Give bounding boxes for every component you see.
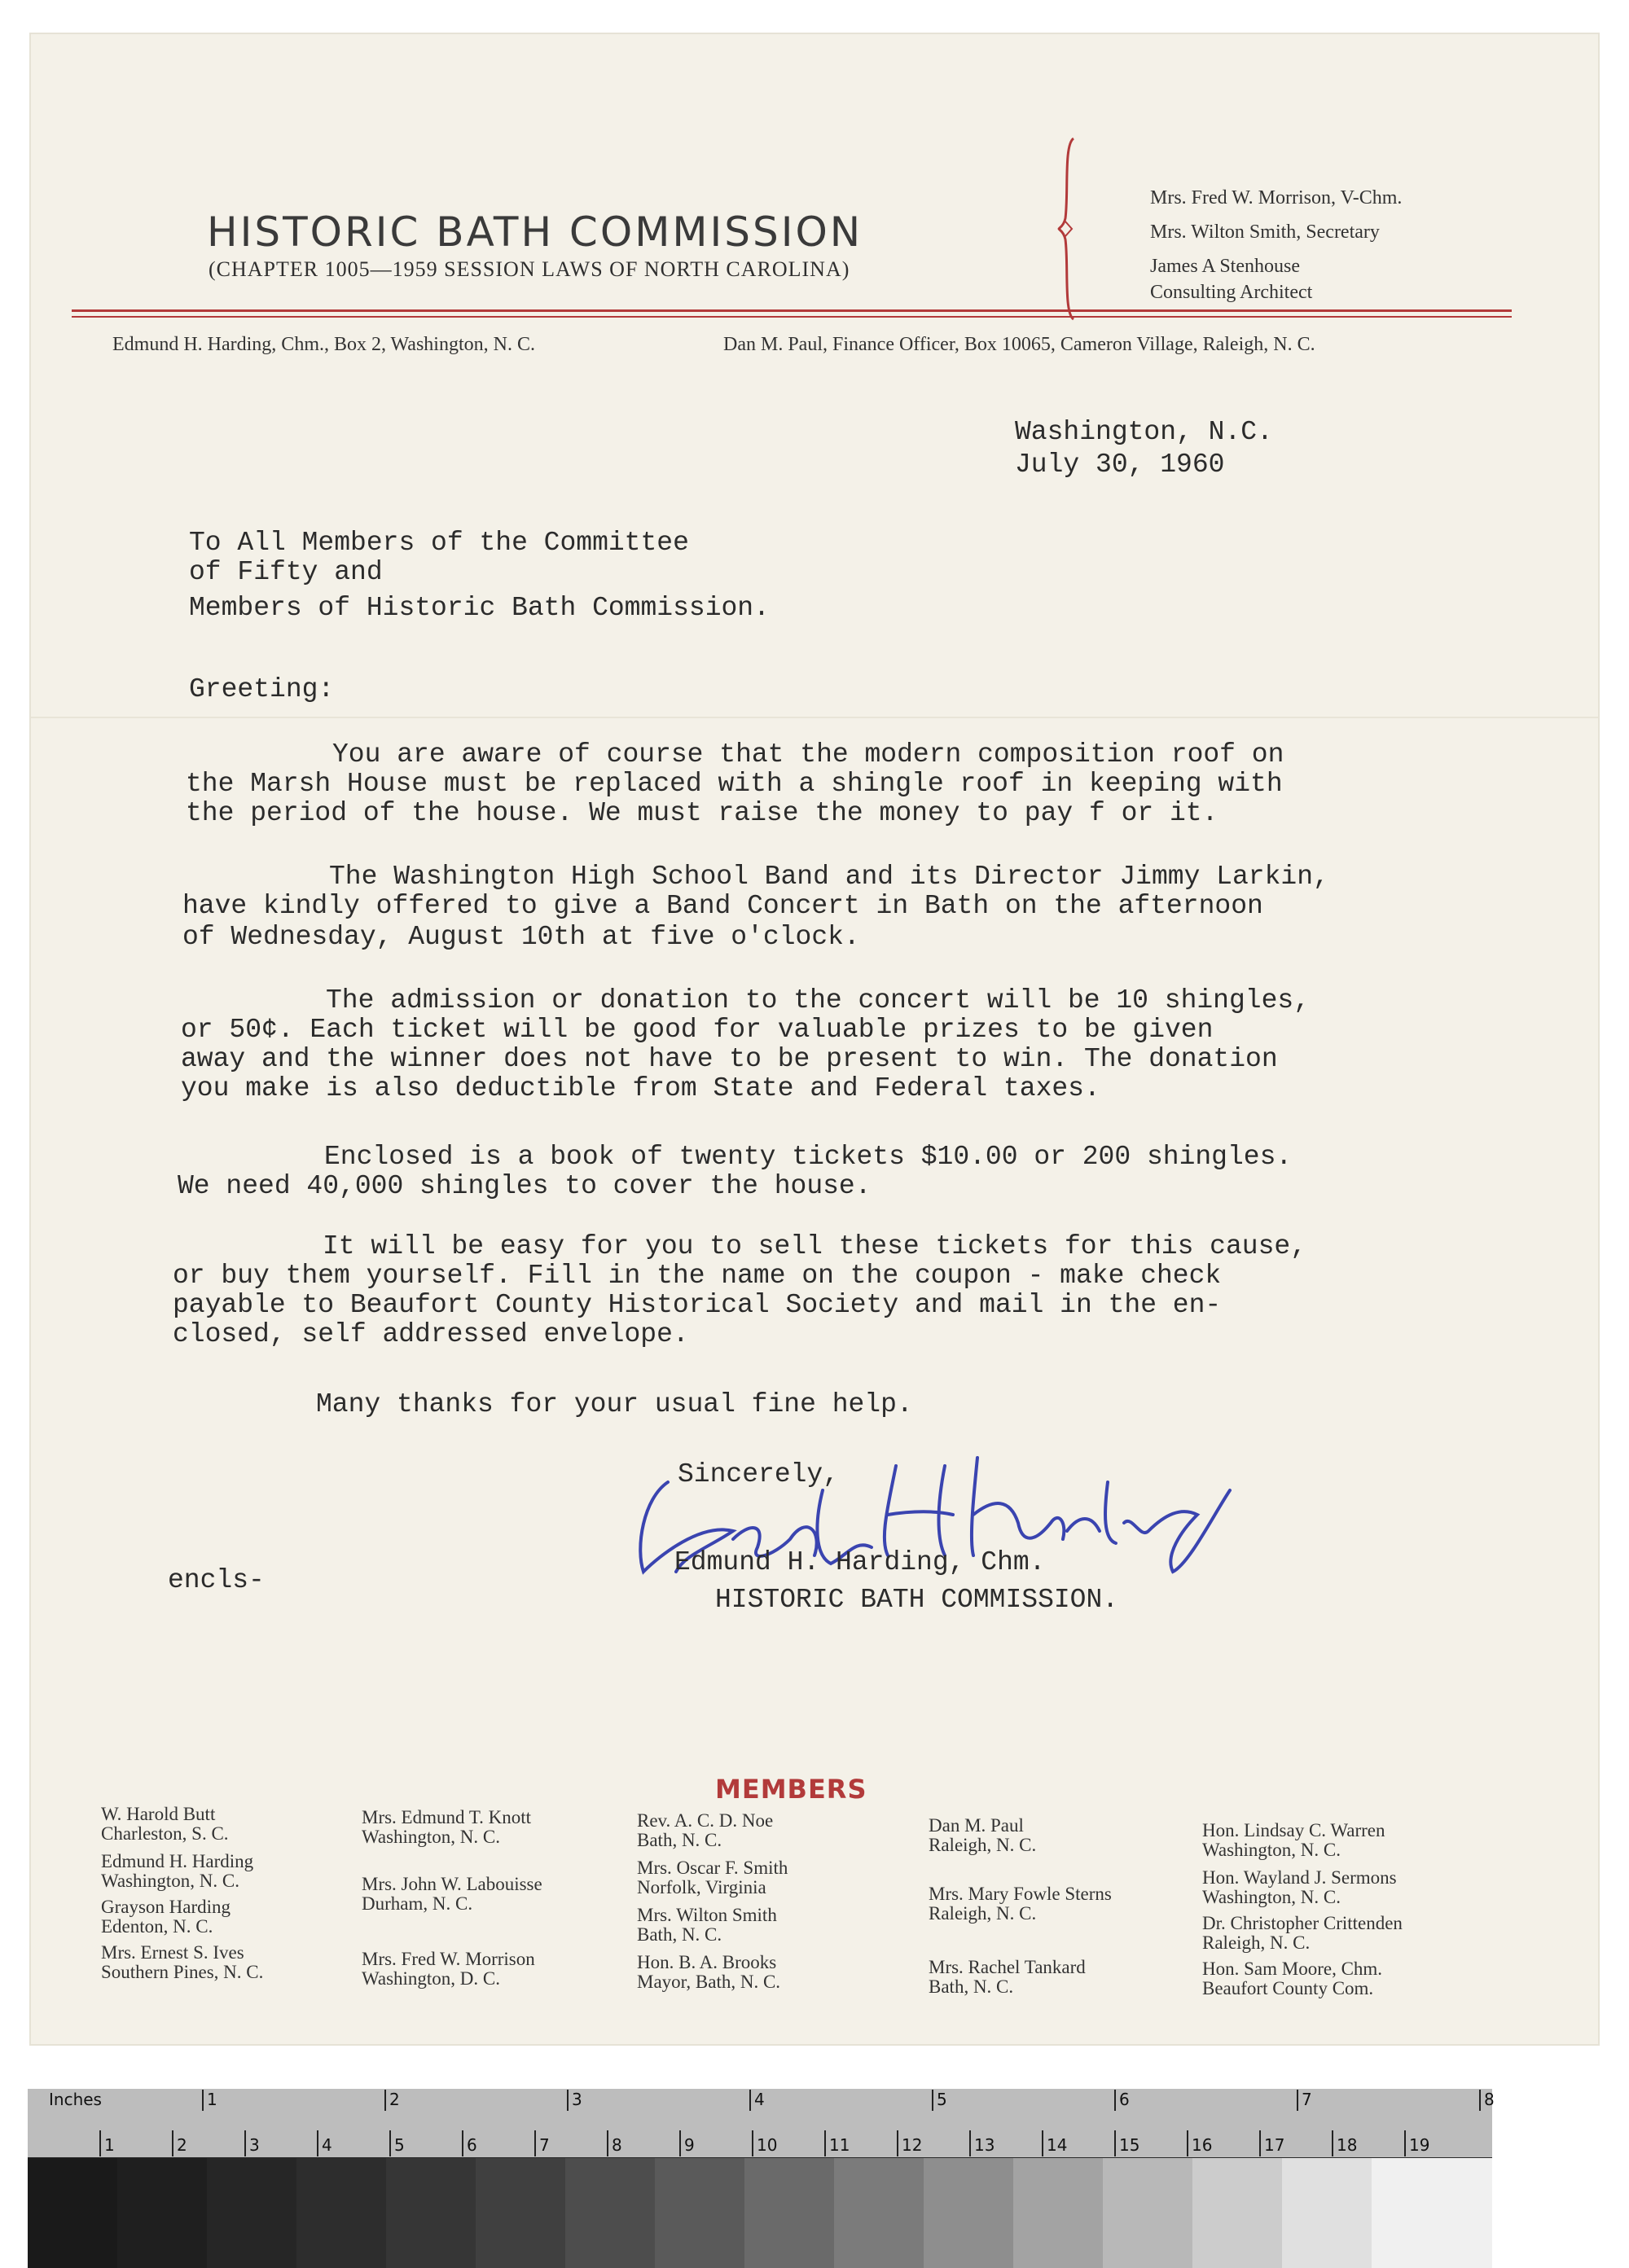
body-line: away and the winner does not have to be present to win. The donation <box>181 1044 1278 1074</box>
member-entry: Mrs. Fred W. Morrison Washington, D. C. <box>362 1949 535 1989</box>
member-entry: Mrs. Oscar F. Smith Norfolk, Virginia <box>637 1858 788 1897</box>
gray-swatch <box>1282 2158 1372 2268</box>
body-line: Many thanks for your usual fine help. <box>316 1389 913 1419</box>
ruler-cm-number: 5 <box>394 2135 405 2155</box>
letter-date: July 30, 1960 <box>1015 450 1225 480</box>
address-finance-officer: Dan M. Paul, Finance Officer, Box 10065, Cameron Village, Raleigh, N. C. <box>723 334 1315 355</box>
gray-swatch <box>1013 2158 1103 2268</box>
recipient-line: Members of Historic Bath Commission. <box>189 593 770 623</box>
address-chairman: Edmund H. Harding, Chm., Box 2, Washington, N. C. <box>112 334 535 355</box>
officer-architect-name: James A Stenhouse <box>1150 256 1300 277</box>
letterhead-subtitle: (CHAPTER 1005—1959 SESSION LAWS OF NORTH CAROLINA) <box>209 257 850 281</box>
ruler-inch-tick <box>1479 2090 1481 2111</box>
ruler-cm-number: 4 <box>322 2135 332 2155</box>
body-line: It will be easy for you to sell these tickets for this cause, <box>323 1231 1306 1261</box>
ruler-inch-number: 8 <box>1484 2090 1495 2109</box>
ruler-cm-tick <box>1332 2130 1333 2156</box>
body-line: You are aware of course that the modern composition roof on <box>332 739 1284 770</box>
letterhead-rule <box>72 309 1512 312</box>
brace-ornament <box>1056 137 1082 321</box>
letter-place: Washington, N.C. <box>1015 417 1273 447</box>
ruler-cm-number: 14 <box>1047 2135 1068 2155</box>
ruler-cm-number: 1 <box>104 2135 115 2155</box>
ruler-cm-tick <box>172 2130 173 2156</box>
ruler-cm-tick <box>1187 2130 1188 2156</box>
recipient-line: of Fifty and <box>189 557 383 587</box>
officer-architect-title: Consulting Architect <box>1150 282 1313 303</box>
ruler-cm-tick <box>1042 2130 1043 2156</box>
ruler-cm-tick <box>1114 2130 1116 2156</box>
ruler-label: Inches <box>49 2090 102 2109</box>
member-entry: Edmund H. Harding Washington, N. C. <box>101 1851 254 1891</box>
signature-organization: HISTORIC BATH COMMISSION. <box>715 1585 1119 1615</box>
ruler-inch-tick <box>932 2090 933 2111</box>
member-entry: Dan M. Paul Raleigh, N. C. <box>929 1815 1037 1855</box>
ruler-cm-tick <box>897 2130 898 2156</box>
ruler-cm-number: 8 <box>612 2135 622 2155</box>
ruler-cm-tick <box>317 2130 318 2156</box>
ruler-cm-tick <box>752 2130 753 2156</box>
body-line: We need 40,000 shingles to cover the house. <box>178 1171 872 1201</box>
body-line: or buy them yourself. Fill in the name on the coupon - make check <box>173 1261 1222 1291</box>
officer-vice-chair: Mrs. Fred W. Morrison, V-Chm. <box>1150 187 1403 208</box>
member-entry: Mrs. Wilton Smith Bath, N. C. <box>637 1905 777 1945</box>
body-line: the period of the house. We must raise the money to pay f or it. <box>186 798 1218 828</box>
member-entry: Mrs. Mary Fowle Sterns Raleigh, N. C. <box>929 1884 1112 1924</box>
ruler-cm-number: 13 <box>974 2135 995 2155</box>
letterhead-title: HISTORIC BATH COMMISSION <box>207 208 863 256</box>
ruler-cm-number: 2 <box>177 2135 187 2155</box>
ruler-cm-tick <box>244 2130 246 2156</box>
enclosure-note: encls- <box>168 1565 265 1595</box>
ruler-cm-number: 3 <box>249 2135 260 2155</box>
member-entry: W. Harold Butt Charleston, S. C. <box>101 1804 229 1844</box>
gray-swatch <box>28 2158 117 2268</box>
gray-swatch <box>207 2158 296 2268</box>
ruler-cm-number: 9 <box>684 2135 695 2155</box>
gray-swatch <box>117 2158 207 2268</box>
paper-fold <box>31 717 1598 718</box>
ruler-cm-number: 17 <box>1264 2135 1285 2155</box>
body-line: you make is also deductible from State and Federal taxes. <box>181 1073 1100 1103</box>
body-line: closed, self addressed envelope. <box>173 1319 689 1349</box>
ruler-cm-number: 19 <box>1409 2135 1430 2155</box>
ruler-cm-number: 11 <box>829 2135 850 2155</box>
member-entry: Mrs. Rachel Tankard Bath, N. C. <box>929 1957 1086 1997</box>
member-entry: Hon. Lindsay C. Warren Washington, N. C. <box>1202 1820 1385 1860</box>
ruler-cm-number: 18 <box>1337 2135 1358 2155</box>
signature-name: Edmund H. Harding, Chm. <box>674 1547 1046 1577</box>
ruler-inch-number: 1 <box>207 2090 217 2109</box>
body-line: or 50¢. Each ticket will be good for valuable prizes to be given <box>181 1015 1214 1045</box>
ruler-inch-tick <box>202 2090 204 2111</box>
ruler-cm-number: 12 <box>902 2135 923 2155</box>
ruler-cm-tick <box>1404 2130 1406 2156</box>
member-entry: Hon. Wayland J. Sermons Washington, N. C. <box>1202 1867 1397 1907</box>
ruler-cm-tick <box>679 2130 681 2156</box>
body-line: Enclosed is a book of twenty tickets $10.00 or 200 shingles. <box>324 1142 1293 1172</box>
ruler-inch-number: 4 <box>754 2090 765 2109</box>
ruler-inch-number: 7 <box>1302 2090 1312 2109</box>
member-entry: Rev. A. C. D. Noe Bath, N. C. <box>637 1810 774 1850</box>
ruler-inch-tick <box>1297 2090 1298 2111</box>
ruler-cm-tick <box>462 2130 463 2156</box>
gray-swatch <box>386 2158 476 2268</box>
body-line: The Washington High School Band and its Director Jimmy Larkin, <box>329 862 1329 892</box>
body-line: have kindly offered to give a Band Concert in Bath on the afternoon <box>182 891 1263 921</box>
gray-swatch <box>834 2158 924 2268</box>
gray-swatch <box>296 2158 386 2268</box>
ruler-cm-number: 7 <box>539 2135 550 2155</box>
ruler-inch-number: 2 <box>389 2090 400 2109</box>
ruler-inch-tick <box>384 2090 386 2111</box>
ruler-inch-number: 6 <box>1119 2090 1130 2109</box>
ruler-inch-number: 3 <box>572 2090 582 2109</box>
ruler-cm-tick <box>1259 2130 1261 2156</box>
member-entry: Hon. B. A. Brooks Mayor, Bath, N. C. <box>637 1952 781 1992</box>
letterhead-rule-thin <box>72 316 1512 318</box>
body-line: payable to Beaufort County Historical Society and mail in the en- <box>173 1290 1222 1320</box>
ruler-inch-tick <box>749 2090 751 2111</box>
ruler-cm-number: 10 <box>757 2135 778 2155</box>
ruler-cm-tick <box>824 2130 826 2156</box>
closing: Sincerely, <box>678 1459 840 1489</box>
ruler-inch-number: 5 <box>937 2090 947 2109</box>
body-line: of Wednesday, August 10th at five o'clock. <box>182 922 860 952</box>
member-entry: Mrs. John W. Labouisse Durham, N. C. <box>362 1874 542 1914</box>
member-entry: Mrs. Ernest S. Ives Southern Pines, N. C. <box>101 1942 264 1982</box>
ruler-cm-tick <box>607 2130 608 2156</box>
member-entry: Hon. Sam Moore, Chm. Beaufort County Com. <box>1202 1959 1383 1998</box>
member-entry: Dr. Christopher Crittenden Raleigh, N. C. <box>1202 1913 1403 1953</box>
recipient-line: To All Members of the Committee <box>189 528 689 558</box>
gray-swatch <box>1192 2158 1282 2268</box>
gray-swatch <box>924 2158 1013 2268</box>
ruler-cm-tick <box>534 2130 536 2156</box>
member-entry: Mrs. Edmund T. Knott Washington, N. C. <box>362 1807 532 1847</box>
body-line: The admission or donation to the concert will be 10 shingles, <box>326 985 1310 1016</box>
ruler-cm-number: 16 <box>1192 2135 1213 2155</box>
ruler-cm-tick <box>99 2130 101 2156</box>
members-title: MEMBERS <box>715 1774 867 1805</box>
gray-swatch <box>476 2158 565 2268</box>
gray-swatch <box>1372 2158 1492 2268</box>
gray-swatch <box>655 2158 744 2268</box>
ruler-cm-tick <box>389 2130 391 2156</box>
officer-secretary: Mrs. Wilton Smith, Secretary <box>1150 222 1380 243</box>
ruler-cm-number: 15 <box>1119 2135 1140 2155</box>
gray-swatch <box>744 2158 834 2268</box>
ruler-inch-tick <box>1114 2090 1116 2111</box>
ruler-inch-tick <box>567 2090 569 2111</box>
ruler-cm-tick <box>969 2130 971 2156</box>
body-line: the Marsh House must be replaced with a shingle roof in keeping with <box>186 769 1283 799</box>
salutation: Greeting: <box>189 674 335 704</box>
gray-swatch <box>1103 2158 1192 2268</box>
gray-swatch <box>565 2158 655 2268</box>
ruler-cm-number: 6 <box>467 2135 477 2155</box>
member-entry: Grayson Harding Edenton, N. C. <box>101 1897 231 1937</box>
